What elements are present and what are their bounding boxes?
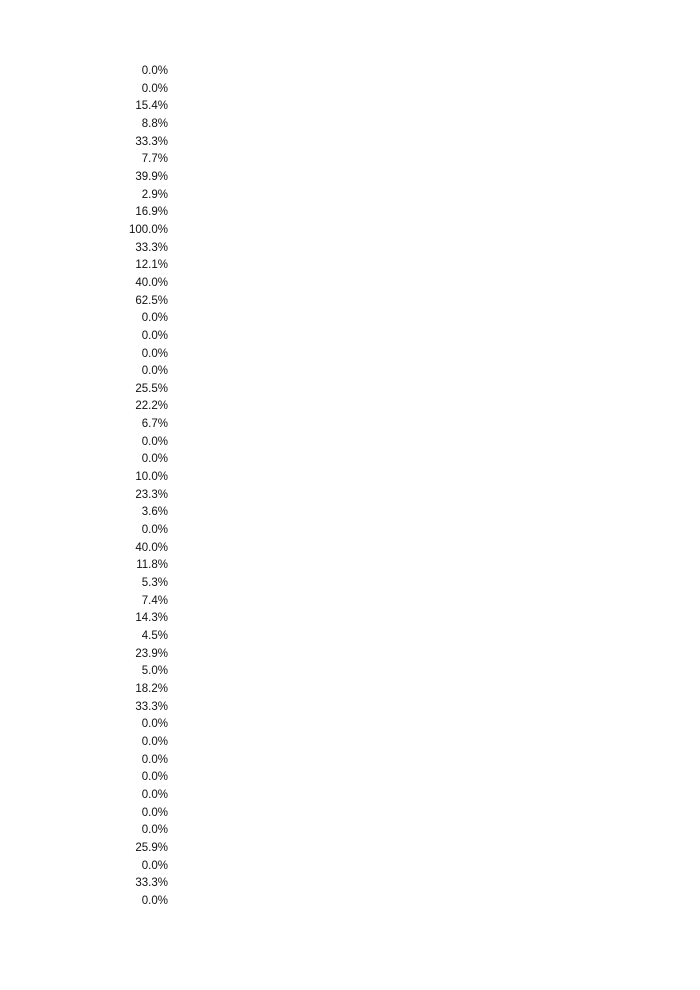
percentage-cell: 0.0% — [141, 524, 168, 537]
percentage-cell: 15.4% — [135, 100, 168, 113]
percentage-column — [110, 63, 168, 911]
percentage-cell: 2.9% — [141, 188, 168, 201]
percentage-cell: 25.9% — [135, 841, 168, 854]
percentage-cell: 22.2% — [135, 400, 168, 413]
percentage-cell: 40.0% — [135, 541, 168, 554]
percentage-cell: 0.0% — [141, 718, 168, 731]
percentage-cell: 33.3% — [135, 135, 168, 148]
percentage-cell: 11.8% — [136, 559, 168, 572]
percentage-cell: 0.0% — [141, 312, 168, 325]
percentage-cell: 8.8% — [141, 117, 168, 130]
percentage-cell: 16.9% — [135, 206, 168, 219]
percentage-cell: 39.9% — [135, 170, 168, 183]
percentage-cell: 33.3% — [135, 700, 168, 713]
percentage-cell: 33.3% — [135, 877, 168, 890]
percentage-cell: 62.5% — [135, 294, 168, 307]
percentage-cell: 0.0% — [141, 753, 168, 766]
percentage-cell: 40.0% — [135, 276, 168, 289]
percentage-cell: 0.0% — [141, 65, 168, 77]
percentage-cell: 7.4% — [141, 594, 168, 607]
percentage-cell: 6.7% — [141, 418, 168, 431]
percentage-cell: 0.0% — [141, 806, 168, 819]
percentage-cell: 0.0% — [141, 824, 168, 837]
percentage-cell: 10.0% — [135, 471, 168, 484]
percentage-cell: 0.0% — [141, 453, 168, 466]
percentage-cell: 33.3% — [135, 241, 168, 254]
percentage-cell: 0.0% — [141, 347, 168, 360]
percentage-cell: 0.0% — [141, 735, 168, 748]
percentage-cell: 23.3% — [135, 488, 168, 501]
percentage-cell: 5.0% — [141, 665, 168, 678]
percentage-cell: 0.0% — [141, 859, 168, 872]
percentage-cell: 100.0% — [128, 223, 168, 236]
percentage-cell: 0.0% — [141, 788, 168, 801]
percentage-cell: 5.3% — [141, 577, 168, 590]
percentage-cell: 0.0% — [141, 894, 168, 907]
percentage-cell: 0.0% — [141, 82, 168, 95]
percentage-cell: 0.0% — [141, 771, 168, 784]
percentage-cell: 18.2% — [135, 682, 168, 695]
percentage-cell: 0.0% — [141, 329, 168, 342]
percentage-cell: 25.5% — [135, 382, 168, 395]
percentage-cell: 4.5% — [141, 630, 168, 642]
percentage-cell: 3.6% — [141, 506, 168, 519]
percentage-cell: 7.7% — [141, 153, 168, 166]
percentage-cell: 0.0% — [141, 365, 168, 378]
percentage-cell: 12.1% — [135, 259, 168, 272]
percentage-cell: 23.9% — [135, 647, 168, 660]
percentage-cell: 14.3% — [135, 612, 168, 625]
percentage-cell: 0.0% — [141, 435, 168, 448]
